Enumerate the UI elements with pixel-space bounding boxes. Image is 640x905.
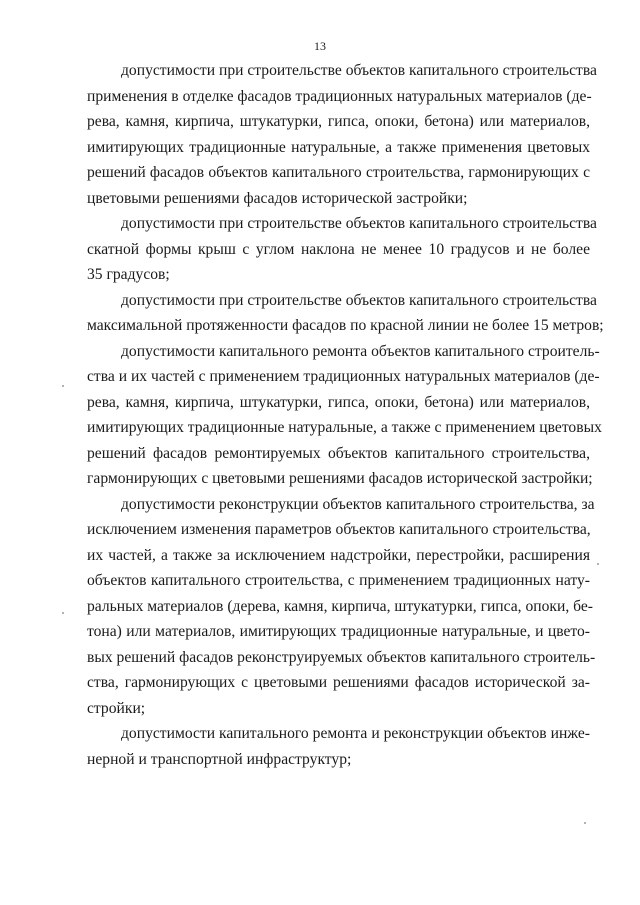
paragraph xyxy=(87,721,590,772)
paragraph xyxy=(87,339,602,492)
text-line: рева, камня, кирпича, штукатурки, гипса, опоки, бетона) или материалов, xyxy=(87,393,590,411)
text-line: стройки; xyxy=(87,699,146,717)
text-line: гармонирующих с цветовыми решениями фасадов исторической застройки; xyxy=(87,470,593,487)
text-line: допустимости при строительстве объектов капитального строительства xyxy=(121,62,597,79)
text-line: допустимости капитального ремонта и реконструкции объектов инже- xyxy=(121,725,590,742)
text-line: решений фасадов объектов капитального строительства, гармонирующих с xyxy=(87,164,590,181)
text-line: вых решений фасадов реконструируемых объектов капитального строитель- xyxy=(87,648,596,666)
paragraph xyxy=(87,288,604,339)
page-number: 13 xyxy=(314,39,326,53)
text-line: допустимости реконструкции объектов капитального строительства, за xyxy=(121,495,595,513)
text-line: ства, гармонирующих с цветовыми решениями фасадов исторической за- xyxy=(87,674,590,691)
scan-speck xyxy=(62,385,64,387)
scan-speck xyxy=(584,822,586,824)
text-line: нерной и транспортной инфраструктур; xyxy=(87,750,352,768)
text-line: имитирующих традиционные натуральные, а также с применением цветовых xyxy=(87,419,602,436)
text-line: имитирующих традиционные натуральные, а также применения цветовых xyxy=(87,138,590,156)
text-line: решений фасадов ремонтируемых объектов капитального строительства, xyxy=(87,444,590,462)
text-line: исключением изменения параметров объектов капитального строительства, xyxy=(87,521,591,538)
text-line: ства и их частей с применением традиционных натуральных материалов (де- xyxy=(87,368,600,385)
text-line: допустимости капитального ремонта объектов капитального строитель- xyxy=(121,342,600,360)
document-body xyxy=(87,58,604,772)
scan-speck xyxy=(597,563,599,565)
paragraph xyxy=(87,211,597,288)
text-line: их частей, а также за исключением надстройки, перестройки, расширения xyxy=(87,546,590,564)
text-line: 35 градусов; xyxy=(87,266,170,283)
text-line: цветовыми решениями фасадов исторической застройки; xyxy=(87,189,468,207)
text-line: рева, камня, кирпича, штукатурки, гипса, опоки, бетона) или материалов, xyxy=(87,113,590,130)
text-line: тона) или материалов, имитирующих традиционные натуральные, и цвето- xyxy=(87,623,590,640)
text-line: ральных материалов (дерева, камня, кирпича, штукатурки, гипса, опоки, бе- xyxy=(87,597,593,615)
text-line: допустимости при строительстве объектов капитального строительства xyxy=(121,215,597,232)
text-line: скатной формы крыш с углом наклона не менее 10 градусов и не более xyxy=(87,240,590,258)
text-line: допустимости при строительстве объектов капитального строительства xyxy=(121,291,597,309)
text-line: максимальной протяженности фасадов по красной линии не более 15 метров; xyxy=(87,317,604,334)
scan-speck xyxy=(62,612,64,614)
paragraph xyxy=(87,58,597,211)
text-line: применения в отделке фасадов традиционных натуральных материалов (де- xyxy=(87,87,592,105)
text-line: объектов капитального строительства, с применением традиционных нату- xyxy=(87,572,590,589)
paragraph xyxy=(87,492,596,722)
